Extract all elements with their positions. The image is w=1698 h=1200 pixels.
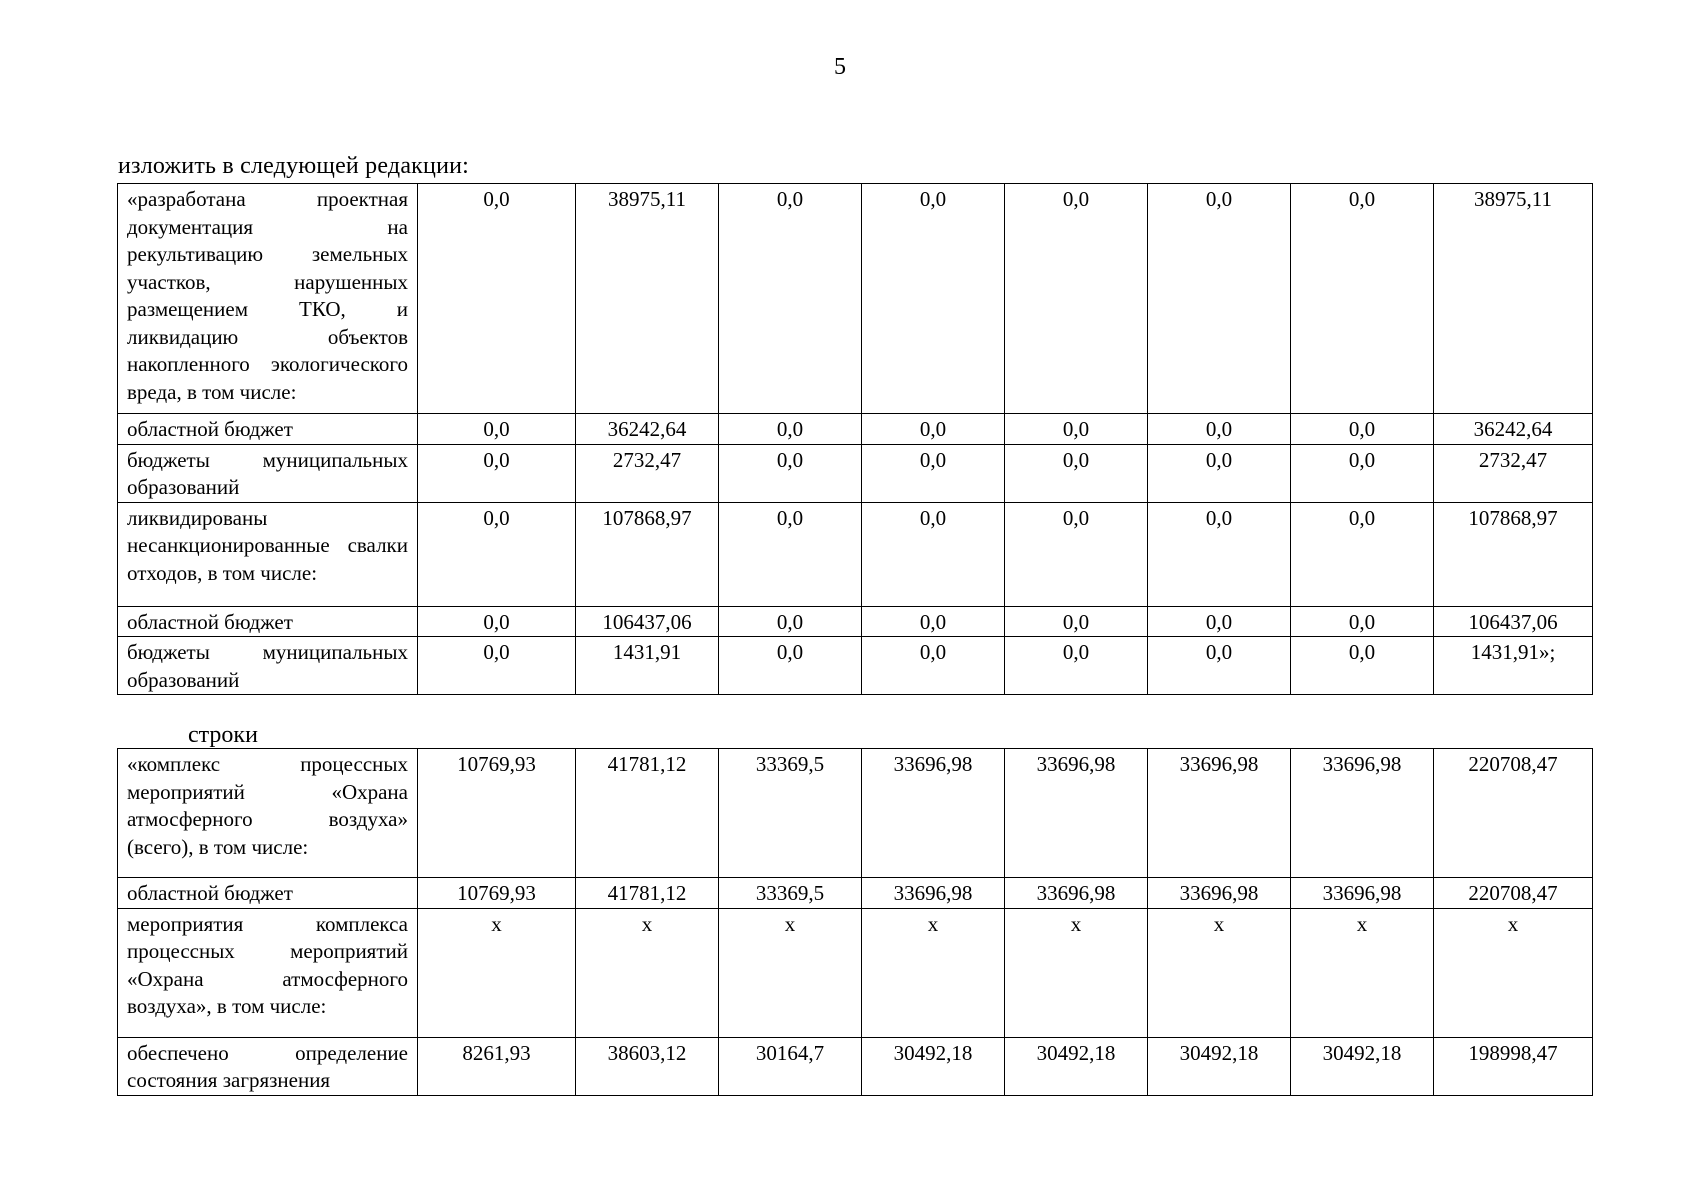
row-label: бюджеты муниципальных образований <box>118 637 418 695</box>
value-cell: 38603,12 <box>576 1037 719 1095</box>
value-cell: 0,0 <box>1291 606 1434 637</box>
table-row <box>118 908 1593 1037</box>
value-cell: 0,0 <box>1148 502 1291 606</box>
value-cell: 30492,18 <box>1291 1037 1434 1095</box>
value-cell: 33369,5 <box>719 878 862 909</box>
value-cell: 0,0 <box>719 184 862 414</box>
value-cell: 2732,47 <box>1434 444 1593 502</box>
row-label: областной бюджет <box>118 606 418 637</box>
value-cell: 0,0 <box>418 444 576 502</box>
row-label: обеспечено определение состояния загрязнения <box>118 1037 418 1095</box>
value-cell: 33696,98 <box>1291 878 1434 909</box>
value-cell: 106437,06 <box>1434 606 1593 637</box>
table-row <box>118 184 1593 414</box>
value-cell: 0,0 <box>418 184 576 414</box>
rows-label: строки <box>188 722 258 748</box>
value-cell: 8261,93 <box>418 1037 576 1095</box>
table-row <box>118 502 1593 606</box>
value-cell: 33696,98 <box>1291 749 1434 878</box>
value-cell: 33369,5 <box>719 749 862 878</box>
row-label: областной бюджет <box>118 414 418 445</box>
value-cell: 0,0 <box>1005 414 1148 445</box>
value-cell: 2732,47 <box>576 444 719 502</box>
value-cell: 0,0 <box>418 414 576 445</box>
table-row <box>118 749 1593 878</box>
row-label: «разработана проектная документация на рекультивацию земельных участков, нарушенных размещением ТКО, и ликвидацию объектов накопленного экологического вреда, в том числе: <box>118 184 418 414</box>
value-cell: 106437,06 <box>576 606 719 637</box>
page-number: 5 <box>834 54 846 80</box>
row-label: бюджеты муниципальных образований <box>118 444 418 502</box>
row-label: областной бюджет <box>118 878 418 909</box>
value-cell: 38975,11 <box>1434 184 1593 414</box>
value-cell: 0,0 <box>862 502 1005 606</box>
budget-table-rows <box>117 748 1593 1096</box>
value-cell: 36242,64 <box>1434 414 1593 445</box>
value-cell: 0,0 <box>719 502 862 606</box>
intro-text: изложить в следующей редакции: <box>118 153 470 179</box>
value-cell: x <box>576 908 719 1037</box>
value-cell: 10769,93 <box>418 878 576 909</box>
value-cell: 0,0 <box>1148 184 1291 414</box>
row-label: ликвидированы несанкционированные свалки отходов, в том числе: <box>118 502 418 606</box>
value-cell: 107868,97 <box>1434 502 1593 606</box>
value-cell: 0,0 <box>418 637 576 695</box>
value-cell: 0,0 <box>1291 184 1434 414</box>
value-cell: 0,0 <box>1291 444 1434 502</box>
value-cell: 220708,47 <box>1434 749 1593 878</box>
value-cell: 33696,98 <box>862 878 1005 909</box>
row-label: «комплекс процессных мероприятий «Охрана атмосферного воздуха» (всего), в том числе: <box>118 749 418 878</box>
value-cell: 1431,91»; <box>1434 637 1593 695</box>
value-cell: 0,0 <box>1005 444 1148 502</box>
value-cell: 30492,18 <box>1148 1037 1291 1095</box>
value-cell: 0,0 <box>862 184 1005 414</box>
value-cell: 0,0 <box>1148 637 1291 695</box>
value-cell: 33696,98 <box>862 749 1005 878</box>
value-cell: 107868,97 <box>576 502 719 606</box>
value-cell: x <box>1434 908 1593 1037</box>
value-cell: 0,0 <box>862 444 1005 502</box>
value-cell: 0,0 <box>1148 606 1291 637</box>
value-cell: 10769,93 <box>418 749 576 878</box>
value-cell: 36242,64 <box>576 414 719 445</box>
value-cell: 1431,91 <box>576 637 719 695</box>
value-cell: 33696,98 <box>1148 878 1291 909</box>
value-cell: 0,0 <box>1291 502 1434 606</box>
value-cell: 33696,98 <box>1005 749 1148 878</box>
value-cell: 0,0 <box>862 606 1005 637</box>
value-cell: 0,0 <box>1291 414 1434 445</box>
value-cell: 0,0 <box>1005 184 1148 414</box>
value-cell: 30164,7 <box>719 1037 862 1095</box>
value-cell: 0,0 <box>418 606 576 637</box>
value-cell: x <box>1005 908 1148 1037</box>
table-row <box>118 414 1593 445</box>
value-cell: 0,0 <box>719 414 862 445</box>
value-cell: x <box>862 908 1005 1037</box>
value-cell: 30492,18 <box>862 1037 1005 1095</box>
value-cell: 0,0 <box>1148 444 1291 502</box>
value-cell: 198998,47 <box>1434 1037 1593 1095</box>
value-cell: 0,0 <box>1005 637 1148 695</box>
row-label: мероприятия комплекса процессных мероприятий «Охрана атмосферного воздуха», в том числе: <box>118 908 418 1037</box>
value-cell: x <box>719 908 862 1037</box>
value-cell: 33696,98 <box>1005 878 1148 909</box>
value-cell: 0,0 <box>1005 606 1148 637</box>
table-row <box>118 637 1593 695</box>
value-cell: 0,0 <box>719 444 862 502</box>
value-cell: 41781,12 <box>576 749 719 878</box>
value-cell: x <box>418 908 576 1037</box>
value-cell: 0,0 <box>719 606 862 637</box>
value-cell: 0,0 <box>418 502 576 606</box>
value-cell: 0,0 <box>719 637 862 695</box>
table-row <box>118 444 1593 502</box>
table-row <box>118 606 1593 637</box>
value-cell: 38975,11 <box>576 184 719 414</box>
value-cell: x <box>1291 908 1434 1037</box>
value-cell: 0,0 <box>862 637 1005 695</box>
value-cell: 0,0 <box>862 414 1005 445</box>
value-cell: 0,0 <box>1005 502 1148 606</box>
table-row <box>118 1037 1593 1095</box>
value-cell: 30492,18 <box>1005 1037 1148 1095</box>
value-cell: 0,0 <box>1148 414 1291 445</box>
value-cell: 41781,12 <box>576 878 719 909</box>
value-cell: x <box>1148 908 1291 1037</box>
value-cell: 33696,98 <box>1148 749 1291 878</box>
budget-table-new-edition <box>117 183 1593 695</box>
table-row <box>118 878 1593 909</box>
value-cell: 220708,47 <box>1434 878 1593 909</box>
value-cell: 0,0 <box>1291 637 1434 695</box>
